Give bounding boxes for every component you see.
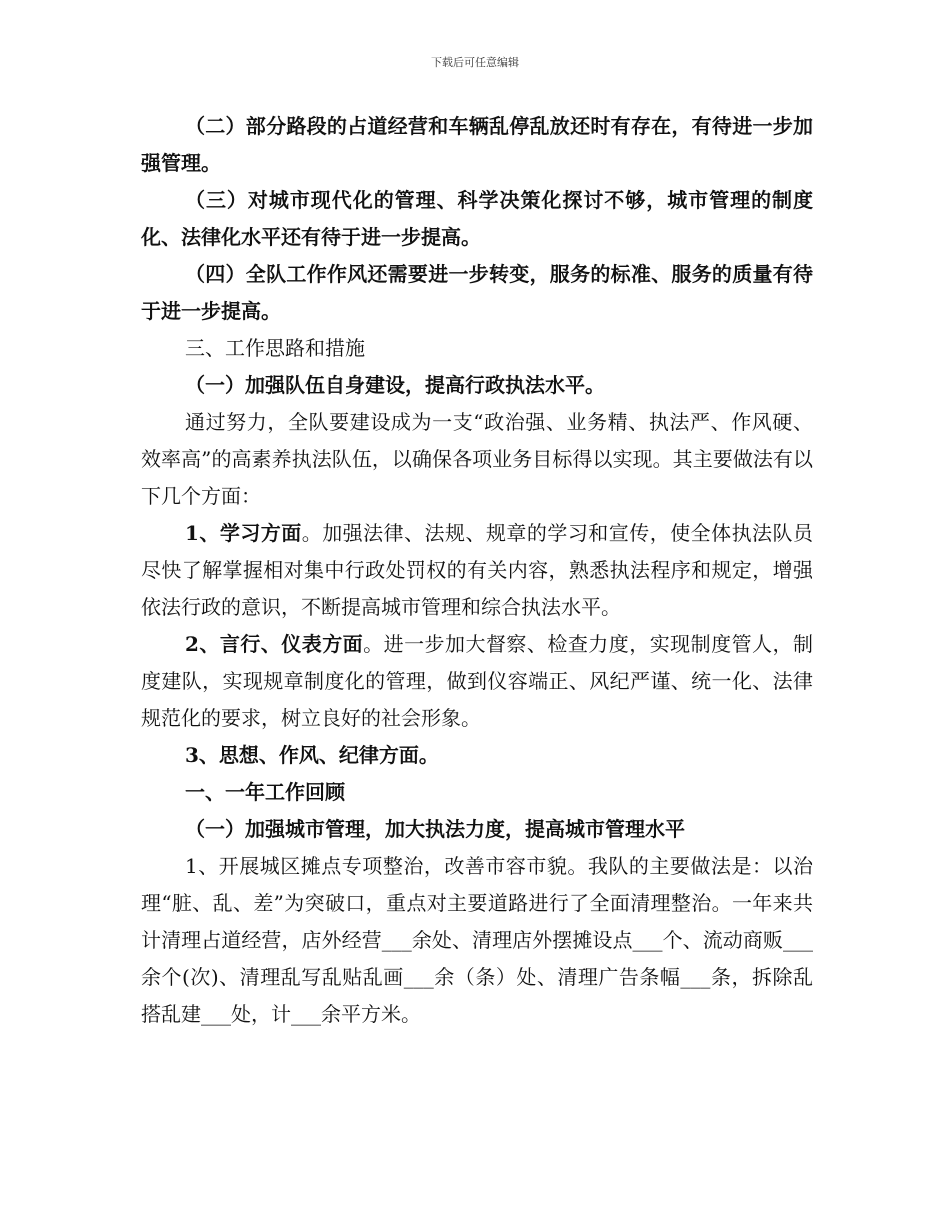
paragraph-goal: 通过努力，全队要建设成为一支“政治强、业务精、执法严、作风硬、效率高”的高素养执法队伍，以确保各项业务目标得以实现。其主要做法有以下几个方面： bbox=[141, 410, 813, 508]
section-heading-review: 一、一年工作回顾 bbox=[185, 780, 345, 804]
paragraph-issue-3: （三）对城市现代化的管理、科学决策化探讨不够，城市管理的制度化、法律化水平还有待于进一步提高。 bbox=[141, 188, 813, 249]
paragraph-conduct-lead: 2、言行、仪表方面 bbox=[185, 632, 364, 656]
paragraph-learning bbox=[141, 515, 813, 626]
paragraph-issue-4: （四）全队工作作风还需要进一步转变，服务的标准、服务的质量有待于进一步提高。 bbox=[141, 262, 813, 323]
section-heading-3: 三、工作思路和措施 bbox=[185, 336, 365, 360]
paragraph-conduct-text: 。进一步加大督察、检查力度，实现制度管人，制度建队，实现规章制度化的管理，做到仪容端正、风纪严谨、统一化、法律规范化的要求，树立良好的社会形象。 bbox=[141, 632, 813, 730]
paragraph-issue-2: （二）部分路段的占道经营和车辆乱停乱放还时有存在，有待进一步加强管理。 bbox=[141, 114, 813, 175]
subheading-city-management: （一）加强城市管理，加大执法力度，提高城市管理水平 bbox=[185, 817, 685, 841]
subheading-team-building: （一）加强队伍自身建设，提高行政执法水平。 bbox=[185, 373, 605, 397]
paragraph-stall-rectification: 1、开展城区摊点专项整治，改善市容市貌。我队的主要做法是：以治理“脏、乱、差”为突破口，重点对主要道路进行了全面清理整治。一年来共计清理占道经营，店外经营___余处、清理店外摆摊设点___个、流动商贩___余个(次)、清理乱写乱贴乱画___余（条）处、清理广告条幅___条，拆除乱搭乱建___处，计___余平方米。 bbox=[141, 854, 813, 1026]
page-header: 下载后可任意编辑 bbox=[431, 56, 519, 69]
document-body bbox=[141, 108, 813, 1033]
paragraph-learning-text: 。加强法律、法规、规章的学习和宣传，使全体执法队员尽快了解掌握相对集中行政处罚权的有关内容，熟悉执法程序和规定，增强依法行政的意识，不断提高城市管理和综合执法水平。 bbox=[141, 521, 813, 619]
paragraph-learning-lead: 1、学习方面 bbox=[185, 521, 302, 545]
paragraph-discipline: 3、思想、作风、纪律方面。 bbox=[185, 743, 439, 767]
paragraph-conduct bbox=[141, 626, 813, 737]
